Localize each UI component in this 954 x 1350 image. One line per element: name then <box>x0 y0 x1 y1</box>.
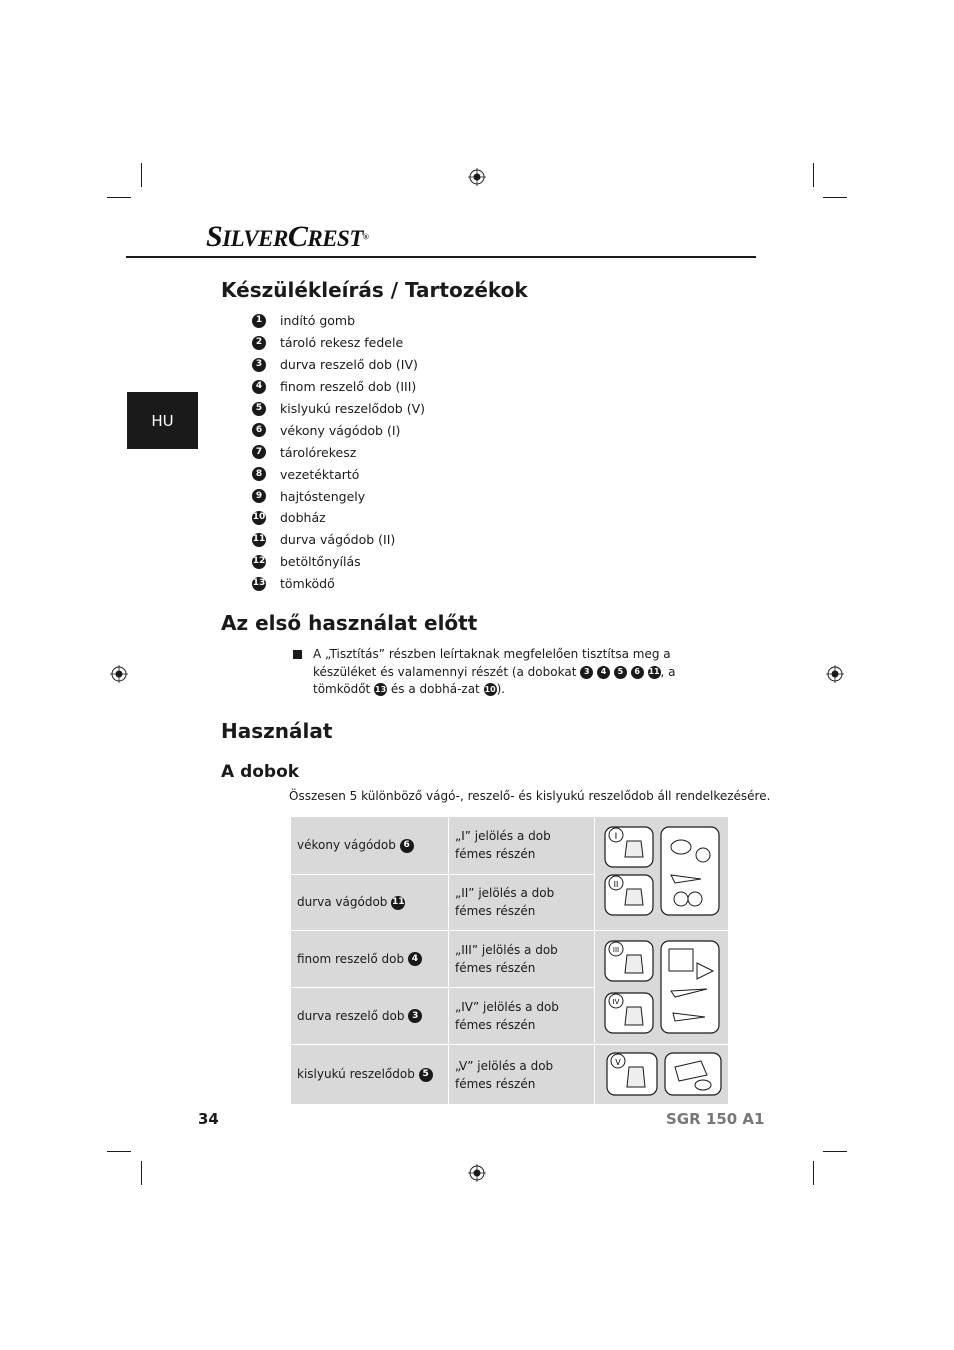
ref-num-3: 3 <box>580 666 593 679</box>
table-row <box>291 1045 729 1105</box>
drum-mark-cell: „IV” jelölés a dob fémes részén <box>449 988 595 1045</box>
list-item <box>252 551 425 573</box>
brand-logo: SILVERCREST® <box>206 220 369 253</box>
ref-num-5: 5 <box>614 666 627 679</box>
crop-mark <box>141 163 142 187</box>
roman-label: II <box>613 880 619 889</box>
part-label: tárolórekesz <box>280 444 357 460</box>
list-item <box>252 507 425 529</box>
list-item <box>252 441 425 463</box>
ref-num: 5 <box>419 1068 433 1082</box>
drum-mark-cell: „I” jelölés a dob fémes részén <box>449 817 595 875</box>
crop-mark <box>823 197 847 198</box>
drum-name-cell: finom reszelő dob 4 <box>291 931 449 988</box>
list-item <box>252 354 425 376</box>
bullet-square <box>293 650 302 659</box>
drum-name-cell: vékony vágódob 6 <box>291 817 449 875</box>
crop-mark <box>107 197 131 198</box>
registration-mark-icon <box>468 168 486 186</box>
part-label: betöltőnyílás <box>280 554 361 570</box>
list-item <box>252 463 425 485</box>
registration-mark-icon <box>468 1164 486 1182</box>
language-tab: HU <box>127 392 198 449</box>
list-item <box>252 376 425 398</box>
drum-illustration-cell <box>595 817 729 931</box>
drums-table <box>290 816 729 1105</box>
part-label: vezetéktartó <box>280 466 360 482</box>
list-item <box>252 419 425 441</box>
part-label: indító gomb <box>280 313 356 329</box>
ref-num: 6 <box>252 423 266 437</box>
ref-num: 11 <box>391 896 405 910</box>
crop-mark <box>823 1151 847 1152</box>
list-item <box>252 310 425 332</box>
header-rule <box>126 256 756 258</box>
registration-mark-icon <box>110 665 128 683</box>
list-item <box>252 398 425 420</box>
part-label: tömködő <box>280 576 335 592</box>
ref-num: 4 <box>408 952 422 966</box>
drum-mark-cell: „II” jelölés a dob fémes részén <box>449 874 595 931</box>
part-label: durva vágódob (II) <box>280 532 396 548</box>
ref-num: 13 <box>252 577 266 591</box>
parts-list <box>252 310 425 595</box>
table-row <box>291 817 729 875</box>
drum-mark-cell: „III” jelölés a dob fémes részén <box>449 931 595 988</box>
roman-label: IV <box>612 998 620 1006</box>
drums-intro: Összesen 5 különböző vágó-, reszelő- és kislyukú reszelődob áll rendelkezésére. <box>289 789 771 803</box>
ref-num: 6 <box>400 839 414 853</box>
ref-num: 1 <box>252 314 266 328</box>
crop-mark <box>141 1161 142 1185</box>
drum-name-cell: durva reszelő dob 3 <box>291 988 449 1045</box>
list-item <box>252 529 425 551</box>
part-label: finom reszelő dob (III) <box>280 379 417 395</box>
slicer-drums-illustration <box>595 817 728 927</box>
ref-num: 3 <box>408 1009 422 1023</box>
list-item <box>252 573 425 595</box>
fine-grater-illustration <box>595 1045 728 1101</box>
list-item <box>252 485 425 507</box>
crop-mark <box>107 1151 131 1152</box>
ref-num: 4 <box>252 380 266 394</box>
ref-num: 12 <box>252 555 266 569</box>
registration-mark-icon <box>826 665 844 683</box>
part-label: kislyukú reszelődob (V) <box>280 401 426 416</box>
ref-num: 2 <box>252 336 266 350</box>
ref-num-11: 11 <box>648 666 661 679</box>
drum-mark-cell: „V” jelölés a dob fémes részén <box>449 1045 595 1105</box>
drum-name-cell: kislyukú reszelődob 5 <box>291 1045 449 1105</box>
grater-drums-illustration <box>595 931 728 1041</box>
part-label: tároló rekesz fedele <box>280 335 404 351</box>
roman-label: V <box>615 1058 621 1067</box>
drum-name-cell: durva vágódob 11 <box>291 874 449 931</box>
section-title-first-use: Az első használat előtt <box>221 611 478 635</box>
drum-illustration-cell <box>595 1045 729 1105</box>
ref-num-13: 13 <box>374 683 387 696</box>
subsection-title-drums: A dobok <box>221 762 300 782</box>
ref-num: 11 <box>252 533 266 547</box>
list-item <box>252 332 425 354</box>
ref-num: 10 <box>252 511 266 525</box>
page-number: 34 <box>198 1110 219 1128</box>
ref-num: 9 <box>252 489 266 503</box>
ref-num-6: 6 <box>631 666 644 679</box>
part-label: hajtóstengely <box>280 488 366 504</box>
crop-mark <box>813 163 814 187</box>
table-row <box>291 931 729 988</box>
ref-num: 8 <box>252 467 266 481</box>
part-label: durva reszelő dob (IV) <box>280 357 418 373</box>
ref-num-4: 4 <box>597 666 610 679</box>
roman-label: I <box>614 832 618 842</box>
section-title-usage: Használat <box>221 719 333 743</box>
ref-num: 7 <box>252 445 266 459</box>
section-title-description: Készülékleírás / Tartozékok <box>221 278 528 302</box>
part-label: dobház <box>280 510 326 526</box>
drum-illustration-cell <box>595 931 729 1045</box>
crop-mark <box>813 1161 814 1185</box>
part-label: vékony vágódob (I) <box>280 422 401 438</box>
first-use-paragraph: A „Tisztítás” részben leírtaknak megfelelően tisztítsa meg a készüléket és valamennyi részét (a dobokat 3 4 5 6 11, a tömködőt 13 és a dobhá-zat 10). <box>313 647 676 696</box>
ref-num: 5 <box>252 402 266 416</box>
model-number: SGR 150 A1 <box>666 1110 765 1128</box>
roman-label: III <box>612 946 620 954</box>
ref-num: 3 <box>252 358 266 372</box>
ref-num-10: 10 <box>484 683 497 696</box>
